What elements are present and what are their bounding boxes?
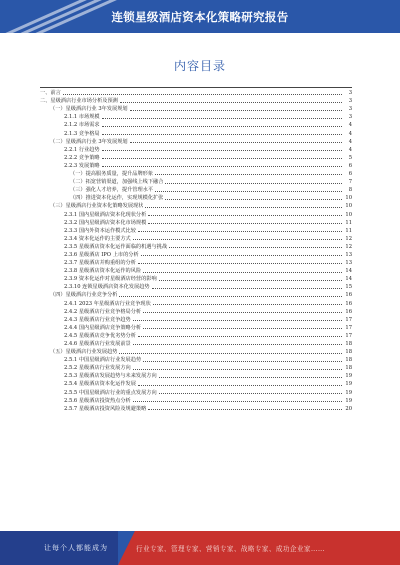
toc-leader-dots xyxy=(143,272,342,273)
toc-entry[interactable] xyxy=(40,112,352,120)
toc-entry-label: 2.3.6 星级酒店 IPO 上市的分析 xyxy=(64,251,139,258)
toc-entry[interactable] xyxy=(40,266,352,274)
toc-leader-dots xyxy=(138,336,342,337)
toc-entry[interactable] xyxy=(40,201,352,209)
toc-entry-page: 3 xyxy=(348,90,352,97)
toc-entry[interactable] xyxy=(40,234,352,242)
toc-entry-page: 17 xyxy=(345,316,352,323)
toc-leader-dots xyxy=(143,361,342,362)
toc-entry-label: 2.3.8 星级酒店资本化运作的风险 xyxy=(64,268,142,275)
toc-entry-label: 2.4.1 2023 年星级酒店行业竞争现状 xyxy=(64,300,151,307)
toc-entry-label: 2.5.5 中国星级酒店行业的重点发展方向 xyxy=(64,389,157,396)
toc-leader-dots xyxy=(145,207,342,208)
toc-entry-page: 11 xyxy=(345,227,352,234)
toc-entry[interactable] xyxy=(40,177,352,185)
toc-entry-page: 5 xyxy=(348,154,352,161)
toc-entry-label: 2.3.1 国内星级酒店资本化现状分析 xyxy=(64,211,147,218)
toc-entry[interactable] xyxy=(40,250,352,258)
toc-entry-page: 6 xyxy=(348,171,352,178)
toc-entry-label: 2.4.4 国内星级酒店竞争策略分析 xyxy=(64,324,142,331)
toc-entry[interactable] xyxy=(40,96,352,104)
toc-leader-dots xyxy=(155,191,342,192)
toc-leader-dots xyxy=(102,166,342,167)
toc-entry-label: 2.4.6 星级酒店行业发展前景 xyxy=(64,341,131,347)
toc-entry[interactable] xyxy=(40,396,352,404)
toc-leader-dots xyxy=(133,401,342,402)
toc-entry-label: （五）星级酒店行业发展趋势 xyxy=(50,349,118,356)
toc-entry[interactable] xyxy=(40,153,352,161)
toc-entry[interactable] xyxy=(40,242,352,250)
toc-entry[interactable] xyxy=(40,404,352,412)
toc-entry[interactable] xyxy=(40,307,352,315)
footer-banner xyxy=(0,531,400,565)
toc-entry-page: 18 xyxy=(345,357,352,364)
toc-entry-label: （四）推进资本化运作，实现规模化扩张 xyxy=(70,195,164,202)
toc-entry[interactable] xyxy=(40,371,352,379)
toc-entry-label: 2.5.2 星级酒店行业发展方向 xyxy=(64,365,131,372)
footer-slogan: 让每个人都能成为 xyxy=(44,544,108,552)
toc-leader-dots xyxy=(148,215,342,216)
toc-leader-dots xyxy=(138,263,342,264)
toc-entry-label: 2.2.3 发展策略 xyxy=(64,162,100,169)
toc-entry-page: 4 xyxy=(348,130,352,137)
toc-entry-page: 16 xyxy=(345,292,352,299)
toc-entry-label: 2.2.2 竞争策略 xyxy=(64,154,100,161)
toc-entry-label: 2.1.2 市场需求 xyxy=(64,122,100,129)
toc-leader-dots xyxy=(119,353,342,354)
toc-leader-dots xyxy=(102,150,342,151)
toc-entry-label: 2.5.6 星级酒店投资热点分析 xyxy=(64,397,131,404)
toc-leader-dots xyxy=(165,183,342,184)
toc-leader-dots xyxy=(169,247,342,248)
toc-entry[interactable] xyxy=(40,104,352,112)
toc-entry[interactable] xyxy=(40,137,352,145)
toc-entry-page: 15 xyxy=(345,284,352,291)
toc-entry-page: 14 xyxy=(345,276,352,283)
toc-entry-page: 17 xyxy=(345,332,352,339)
toc-entry-page: 8 xyxy=(348,187,352,194)
toc-entry-label: 2.3.2 国内星级酒店资本化市场规模 xyxy=(64,219,147,226)
toc-entry[interactable] xyxy=(40,339,352,347)
toc-entry-page: 19 xyxy=(345,397,352,404)
toc-entry-page: 13 xyxy=(345,251,352,258)
toc-entry[interactable] xyxy=(40,323,352,331)
toc-entry-page: 4 xyxy=(348,122,352,129)
toc-entry[interactable] xyxy=(40,209,352,217)
toc-entry[interactable] xyxy=(40,169,352,177)
toc-leader-dots xyxy=(159,393,342,394)
toc-entry-page: 18 xyxy=(345,341,352,347)
toc-entry[interactable] xyxy=(40,387,352,395)
toc-entry-label: 2.1.1 市场规模 xyxy=(64,114,100,121)
toc-entry[interactable] xyxy=(40,274,352,282)
toc-entry[interactable] xyxy=(40,185,352,193)
toc-entry[interactable] xyxy=(40,161,352,169)
toc-leader-dots xyxy=(102,118,342,119)
toc-entry[interactable] xyxy=(40,145,352,153)
toc-entry[interactable] xyxy=(40,258,352,266)
toc-entry-label: （三）星级酒店行业资本化策略发展现状 xyxy=(50,203,144,210)
toc-leader-dots xyxy=(159,377,342,378)
toc-entry-page: 10 xyxy=(345,211,352,218)
toc-leader-dots xyxy=(152,288,342,289)
toc-leader-dots xyxy=(148,223,342,224)
toc-entry-label: （三）强化人才培养，提升管理水平 xyxy=(70,187,154,194)
toc-entry-label: 2.4.2 星级酒店行业竞争格局分析 xyxy=(64,308,142,315)
toc-leader-dots xyxy=(138,385,342,386)
toc-leader-dots xyxy=(130,142,342,143)
toc-entry-label: 2.5.4 星级酒店资本化运作发展 xyxy=(64,381,136,388)
toc-entry[interactable] xyxy=(40,226,352,234)
toc-entry-label: 二、星级酒店行业市场分析及预测 xyxy=(40,98,118,105)
toc-entry[interactable] xyxy=(40,379,352,387)
toc-entry-label: （一）提高服务质量，提升品牌形象 xyxy=(70,171,154,178)
toc-entry-page: 20 xyxy=(345,405,352,412)
toc-leader-dots xyxy=(119,296,342,297)
toc-entry-label: （二）星级酒店行业 3年发展规划 xyxy=(50,138,128,145)
toc-leader-dots xyxy=(138,231,342,232)
toc-entry-label: 2.3.3 国内外资本运作模式比较 xyxy=(64,227,136,234)
toc-entry[interactable] xyxy=(40,298,352,306)
toc-entry-label: 2.3.9 资本化运作对星级酒店经营的影响 xyxy=(64,276,157,283)
footer-roles: 行业专家、管理专家、营销专家、战略专家、成功企业家…… xyxy=(136,545,325,553)
toc-entry-label: （四）星级酒店行业竞争分析 xyxy=(50,292,118,299)
toc-entry[interactable] xyxy=(40,193,352,201)
toc-leader-dots xyxy=(153,304,342,305)
toc-entry[interactable] xyxy=(40,120,352,128)
toc-entry-page: 18 xyxy=(345,349,352,356)
toc-entry[interactable] xyxy=(40,128,352,136)
toc-leader-dots xyxy=(141,255,342,256)
toc-entry[interactable] xyxy=(40,363,352,371)
toc-entry-page: 19 xyxy=(345,381,352,388)
toc-entry-page: 12 xyxy=(345,243,352,250)
toc-entry-label: 2.3.7 星级酒店并购重组的分析 xyxy=(64,260,136,267)
toc-entry-label: 2.4.5 星级酒店竞争优劣势分析 xyxy=(64,332,136,339)
toc-entry-page: 19 xyxy=(345,373,352,380)
toc-leader-dots xyxy=(159,280,342,281)
toc-entry-label: 2.5.3 星级酒店发展趋势与未来发展方向 xyxy=(64,373,157,380)
toc-entry[interactable] xyxy=(40,87,352,96)
toc-entry-label: 2.5.7 星级酒店投资风险及规避策略 xyxy=(64,405,147,412)
toc-entry-page: 13 xyxy=(345,260,352,267)
toc-entry-page: 4 xyxy=(348,138,352,145)
toc-leader-dots xyxy=(102,158,342,159)
toc-entry-label: 2.2.1 行业趋势 xyxy=(64,146,100,153)
toc-entry-page: 3 xyxy=(348,106,352,113)
toc-entry-page: 6 xyxy=(348,162,352,169)
toc-entry-label: 2.1.3 竞争格局 xyxy=(64,130,100,137)
toc-entry-label: 2.3.10 连锁星级酒店资本化发展趋势 xyxy=(64,284,150,291)
toc-entry-page: 18 xyxy=(345,365,352,372)
toc-entry-page: 19 xyxy=(345,389,352,396)
toc-entry[interactable] xyxy=(40,315,352,323)
toc-leader-dots xyxy=(102,126,342,127)
toc-leader-dots xyxy=(143,328,342,329)
toc-leader-dots xyxy=(120,102,342,103)
toc-leader-dots xyxy=(102,134,342,135)
toc-leader-dots xyxy=(63,94,342,95)
toc-entry-label: 2.3.5 星级酒店资本化运作面临的机遇与挑战 xyxy=(64,243,168,250)
toc-leader-dots xyxy=(133,320,342,321)
toc-leader-dots xyxy=(133,369,342,370)
toc-leader-dots xyxy=(133,344,342,345)
toc-entry-page: 11 xyxy=(345,219,352,226)
toc-leader-dots xyxy=(155,174,342,175)
toc-heading: 内容目录 xyxy=(173,59,226,73)
toc-entry-page: 3 xyxy=(348,98,352,105)
toc-entry[interactable] xyxy=(40,355,352,363)
toc-entry-page: 14 xyxy=(345,268,352,275)
toc-entry-label: （一）星级酒店行业 3年发展规划 xyxy=(50,106,128,113)
toc-entry[interactable] xyxy=(40,331,352,339)
report-title: 连锁星级酒店资本化策略研究报告 xyxy=(111,10,289,24)
table-of-contents xyxy=(40,87,352,412)
toc-entry-label: 2.5.1 中国星级酒店行业发展趋势 xyxy=(64,357,142,364)
toc-leader-dots xyxy=(143,312,342,313)
toc-entry-label: 2.4.3 星级酒店行业竞争趋势 xyxy=(64,316,131,323)
toc-entry-page: 10 xyxy=(345,203,352,210)
toc-entry-page: 3 xyxy=(348,114,352,121)
toc-entry-page: 17 xyxy=(345,324,352,331)
toc-leader-dots xyxy=(133,239,342,240)
toc-leader-dots xyxy=(165,199,342,200)
toc-leader-dots xyxy=(148,409,342,410)
toc-entry-label: 一、前言 xyxy=(40,90,61,97)
toc-leader-dots xyxy=(130,110,342,111)
toc-entry[interactable] xyxy=(40,347,352,355)
toc-entry[interactable] xyxy=(40,290,352,298)
toc-entry-page: 16 xyxy=(345,308,352,315)
toc-entry-page: 12 xyxy=(345,235,352,242)
header-banner xyxy=(0,0,400,33)
toc-entry-label: （二）拓宽营销渠道，加强线上线下融合 xyxy=(70,179,164,186)
toc-entry-page: 7 xyxy=(348,179,352,186)
toc-entry[interactable] xyxy=(40,282,352,290)
toc-entry-page: 10 xyxy=(345,195,352,202)
toc-entry[interactable] xyxy=(40,218,352,226)
toc-entry-label: 2.3.4 资本化运作的主要方式 xyxy=(64,235,131,242)
toc-entry-page: 4 xyxy=(348,146,352,153)
toc-entry-page: 16 xyxy=(345,300,352,307)
